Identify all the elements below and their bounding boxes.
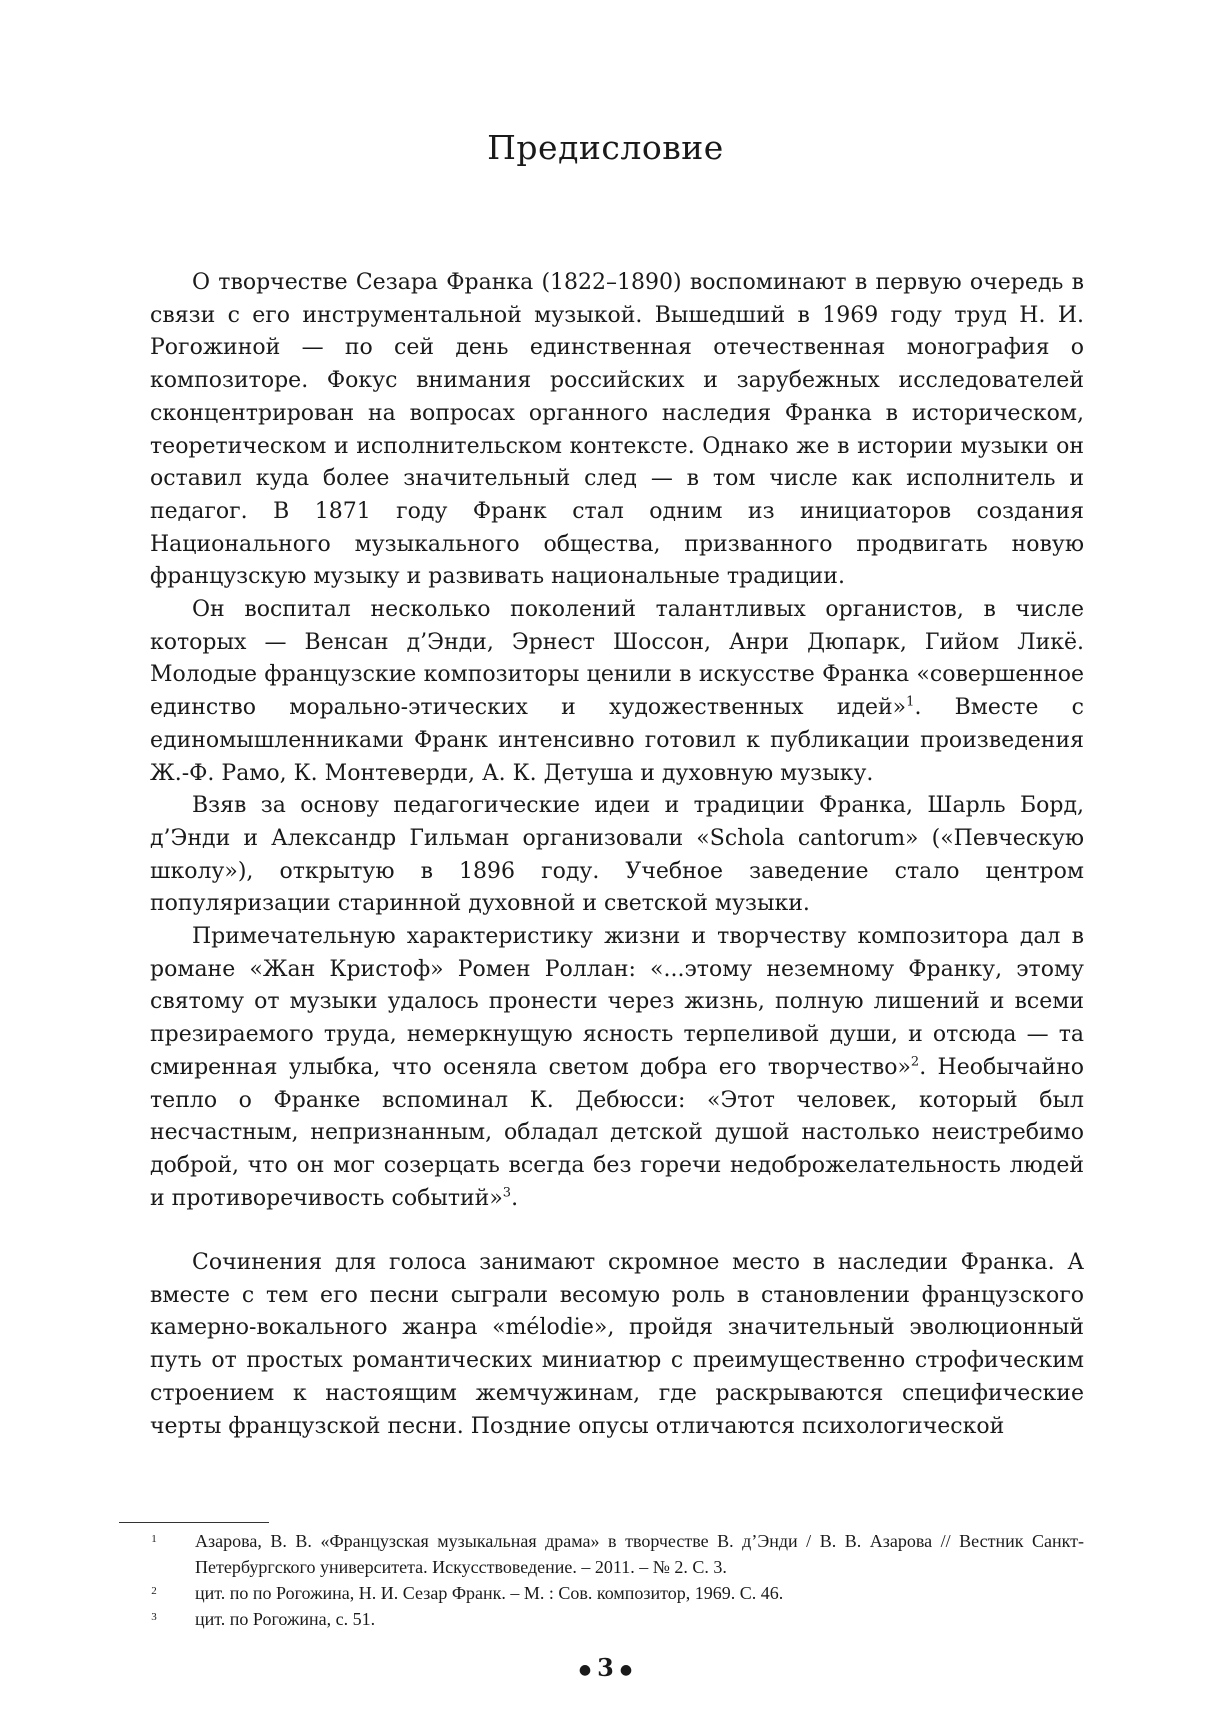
paragraph-4: Примечательную характеристику жизни и творчеству композитора дал в романе «Жан Кристоф» Ромен Роллан: «...этому неземному Франку, этому святому от музыки удалось пронести через жизнь, полную лишений и всеми презираемого труда, немеркнущую ясность терпеливой души, и отсюда — та смиренная улыбка, что осеняла светом добра его творчество»$^2$. Необычайно тепло о Франке вспоминал К. Дебюсси: «Этот человек, который был несчастным, непризнанным, обладал детской душой настолько неистребимо доброй, что он мог созерцать всегда без горечи недоброжелательность людей и противоречивость событий»$^3$. (150, 924, 1084, 1211)
footnote-ref-3[interactable]: 3 (502, 1185, 512, 1201)
footnote-text: цит. по по Рогожина, Н. И. Сезар Франк. – М. : Сов. композитор, 1969. С. 46. (195, 1583, 784, 1603)
paragraph-3: Взяв за основу педагогические идеи и традиции Франка, Шарль Борд, д’Энди и Александр Гильман организовали «Schola cantorum» («Певческую школу»), открытую в 1896 году. Учебное заведение стало центром популяризации старинной духовной и светской музыки. (150, 793, 1084, 917)
body-text-block-2 (150, 1247, 1084, 1443)
paragraph-2: Он воспитал несколько поколений талантливых органистов, в числе которых — Венсан д’Энди, Эрнест Шоссон, Анри Дюпарк, Гийом Ликё. Молодые французские композиторы ценили в искусстве Франка «совершенное единство морально-этических и художественных идей»$^1$. Вместе с единомышленниками Франк интенсивно готовил к публикации произведения Ж.-Ф. Рамо, К. Монтеверди, А. К. Детуша и духовную музыку. (150, 597, 1084, 786)
footnote-text: Азарова, В. В. «Французская музыкальная драма» в творчестве В. д’Энди / В. В. Азарова // Вестник Санкт-Петербургского университета. Искусствоведение. – 2011. – № 2. С. 3. (195, 1531, 1084, 1577)
body-text-block-1 (150, 267, 1084, 1215)
footnote-ref-2[interactable]: 2 (910, 1054, 920, 1070)
paragraph-1: О творчестве Сезара Франка (1822–1890) воспоминают в первую очередь в связи с его инструментальной музыкой. Вышедший в 1969 году труд Н. И. Рогожиной — по сей день единственная отечественная монография о композиторе. Фокус внимания российских и зарубежных исследователей сконцентрирован на вопросах органного наследия Франка в историческом, теоретическом и исполнительском контексте. Однако же в истории музыки он оставил куда более значительный след — в том числе как исполнитель и педагог. В 1871 году Франк стал одним из инициаторов создания Национального музыкального общества, призванного продвигать новую французскую музыку и развивать национальные традиции. (150, 270, 1084, 590)
footnote-mark: 2 (151, 1585, 157, 1597)
page-title: Предисловие (487, 128, 724, 167)
footnote-ref-1[interactable]: 1 (906, 694, 915, 710)
bullet-icon: ● (578, 1661, 592, 1678)
bullet-icon: ● (619, 1661, 633, 1678)
page-number: ● 3 ● (578, 1653, 633, 1682)
footnote-divider (119, 1522, 269, 1523)
footnote-1 (119, 1528, 1084, 1580)
footnote-3 (119, 1606, 1084, 1632)
footnote-mark: 1 (151, 1533, 157, 1545)
footnote-mark: 3 (151, 1611, 157, 1623)
paragraph-5: Сочинения для голоса занимают скромное место в наследии Франка. А вместе с тем его песни сыграли весомую роль в становлении французского камерно-вокального жанра «mélodie», пройдя значительный эволюционный путь от простых романтических миниатюр с преимущественно строфическим строением к настоящим жемчужинам, где раскрываются специфические черты французской песни. Поздние опусы отличаются психологической (150, 1250, 1084, 1439)
footnote-2 (119, 1580, 1084, 1606)
footnotes (119, 1528, 1084, 1632)
footnote-text: цит. по Рогожина, с. 51. (195, 1609, 376, 1629)
